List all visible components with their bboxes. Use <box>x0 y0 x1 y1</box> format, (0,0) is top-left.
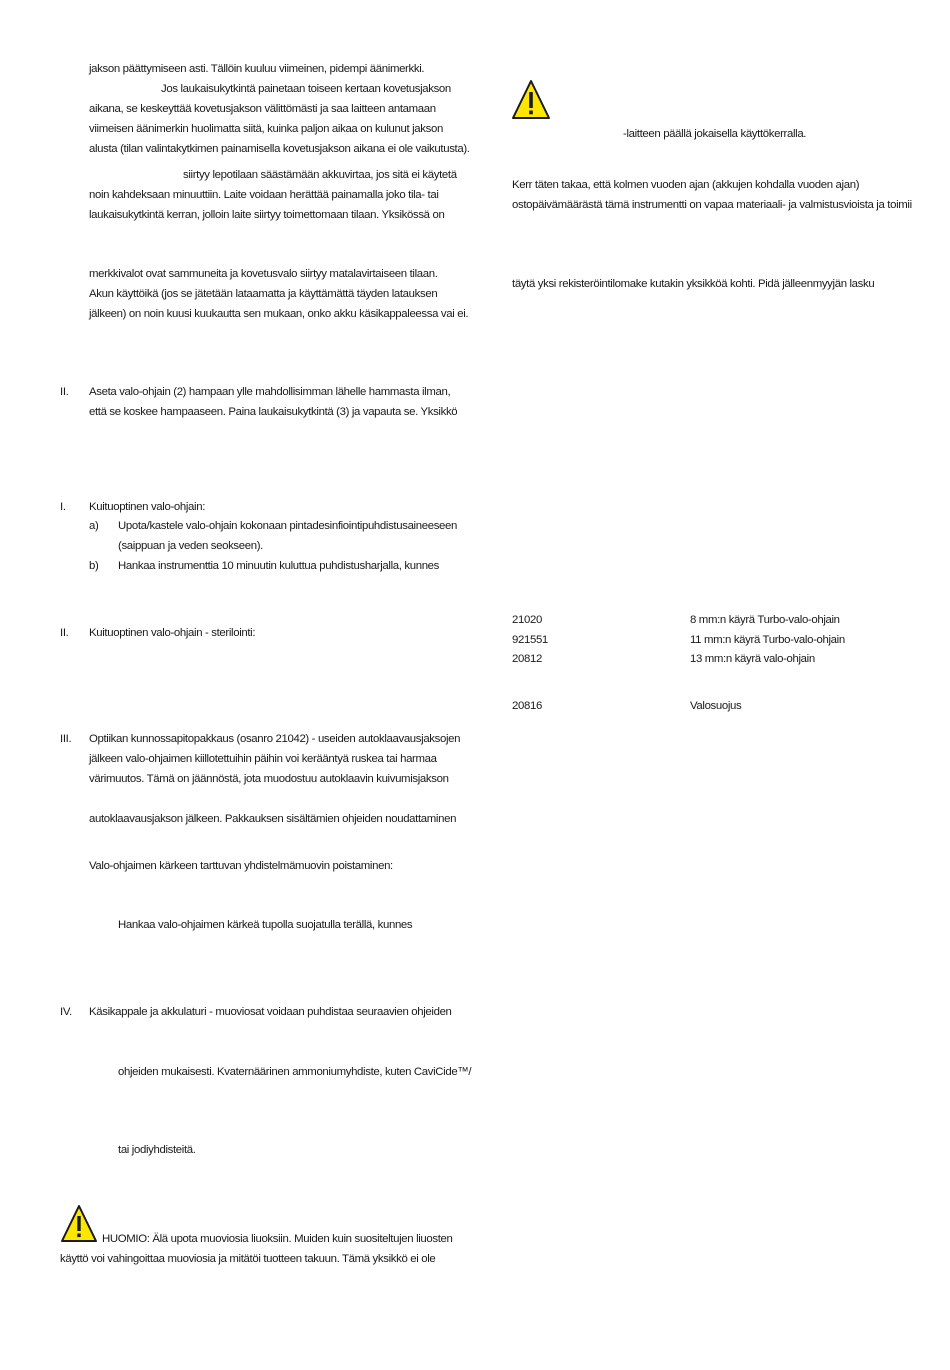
intro-line: viimeisen äänimerkin huolimatta siitä, kuinka paljon aikaa on kulunut jakson <box>89 123 443 135</box>
warranty-line: ostopäivämäärästä tämä instrumentti on vapaa materiaali- ja valmistusvioista ja toimii <box>512 199 912 211</box>
battery-paragraph <box>89 264 468 324</box>
intro-paragraph <box>89 59 470 159</box>
part-code: 21020 <box>512 614 542 626</box>
device-line: -laitteen päällä jokaisella käyttökerralla. <box>623 128 807 140</box>
part-description: Valosuojus <box>690 700 742 712</box>
part-description: 8 mm:n käyrä Turbo-valo-ohjain <box>690 614 840 626</box>
step-2-line: Aseta valo-ohjain (2) hampaan ylle mahdollisimman lähelle hammasta ilman, <box>89 386 451 398</box>
warning-icon <box>511 79 551 121</box>
clean-4-number: IV. <box>60 1006 72 1018</box>
part-description: 13 mm:n käyrä valo-ohjain <box>690 653 815 665</box>
sleep-line: siirtyy lepotilaan säästämään akkuvirtaa, jos sitä ei käytetä <box>183 169 457 181</box>
part-code: 20816 <box>512 700 542 712</box>
warranty-paragraph <box>512 175 912 215</box>
clean-1a-line: Upota/kastele valo-ohjain kokonaan pintadesinfiointipuhdistusaineeseen <box>118 520 457 532</box>
clean-3-line: jälkeen valo-ohjaimen kiillotettuihin päihin voi kerääntyä ruskea tai harmaa <box>89 753 437 765</box>
clean-1a-line: (saippuan ja veden seokseen). <box>118 540 263 552</box>
composite-text: Hankaa valo-ohjaimen kärkeä tupolla suojatulla terällä, kunnes <box>118 919 413 931</box>
battery-line: jälkeen) on noin kuusi kuukautta sen mukaan, onko akku käsikappaleessa vai ei. <box>89 308 469 320</box>
composite-heading: Valo-ohjaimen kärkeen tarttuvan yhdistelmämuovin poistaminen: <box>89 860 393 872</box>
clean-4-text: Käsikappale ja akkulaturi - muoviosat voidaan puhdistaa seuraavien ohjeiden <box>89 1006 452 1018</box>
clean-4-line3: tai jodiyhdisteitä. <box>118 1144 196 1156</box>
warranty-line: Kerr täten takaa, että kolmen vuoden ajan (akkujen kohdalla vuoden ajan) <box>512 179 860 191</box>
clean-4-line2: ohjeiden mukaisesti. Kvaternäärinen ammoniumyhdiste, kuten CaviCide™/ <box>118 1066 472 1078</box>
intro-line: aikana, se keskeyttää kovetusjakson välittömästi ja saa laitteen antamaan <box>89 103 436 115</box>
clean-1-number: I. <box>60 501 66 513</box>
clean-1-title: Kuituoptinen valo-ohjain: <box>89 501 206 513</box>
clean-1a-text <box>118 516 457 556</box>
clean-1b-label: b) <box>89 560 99 572</box>
part-code: 20812 <box>512 653 542 665</box>
clean-2-number: II. <box>60 627 69 639</box>
intro-line: jakson päättymiseen asti. Tällöin kuuluu viimeinen, pidempi äänimerkki. <box>89 63 425 75</box>
intro-line: Jos laukaisukytkintä painetaan toiseen kertaan kovetusjakson <box>161 83 451 95</box>
battery-line: Akun käyttöikä (jos se jätetään lataamatta ja käyttämättä täyden latauksen <box>89 288 438 300</box>
sleep-line: laukaisukytkintä kerran, jolloin laite siirtyy toimettomaan tilaan. Yksikössä on <box>89 209 445 221</box>
clean-1b-text: Hankaa instrumenttia 10 minuutin kuluttua puhdistusharjalla, kunnes <box>118 560 440 572</box>
clean-3-line: Optiikan kunnossapitopakkaus (osanro 21042) - useiden autoklaavausjaksojen <box>89 733 461 745</box>
clean-3-number: III. <box>60 733 72 745</box>
intro-line: alusta (tilan valintakytkimen painamisella kovetusjakson aikana ei ole vaikutusta). <box>89 143 470 155</box>
sleep-paragraph <box>89 165 457 225</box>
clean-3-line: värimuutos. Tämä on jäännöstä, jota muodostuu autoklaavin kuivumisjakson <box>89 773 449 785</box>
step-2-line: että se koskee hampaaseen. Paina laukaisukytkintä (3) ja vapauta se. Yksikkö <box>89 406 458 418</box>
warning-icon <box>60 1204 98 1244</box>
clean-3-text <box>89 729 460 789</box>
step-2-number: II. <box>60 386 69 398</box>
caution-line-1: HUOMIO: Älä upota muoviosia liuoksiin. Muiden kuin suositeltujen liuosten <box>102 1233 453 1245</box>
battery-line: merkkivalot ovat sammuneita ja kovetusvalo siirtyy matalavirtaiseen tilaan. <box>89 268 438 280</box>
part-code: 921551 <box>512 634 548 646</box>
step-2-text <box>89 382 457 422</box>
sleep-line: noin kahdeksaan minuuttiin. Laite voidaan herättää painamalla joko tila- tai <box>89 189 439 201</box>
part-description: 11 mm:n käyrä Turbo-valo-ohjain <box>690 634 845 646</box>
caution-line-2: käyttö voi vahingoittaa muoviosia ja mitätöi tuotteen takuun. Tämä yksikkö ei ole <box>60 1253 436 1265</box>
clean-1a-label: a) <box>89 520 99 532</box>
clean-2-text: Kuituoptinen valo-ohjain - sterilointi: <box>89 627 256 639</box>
clean-3-after: autoklaavausjakson jälkeen. Pakkauksen sisältämien ohjeiden noudattaminen <box>89 813 457 825</box>
registration-text: täytä yksi rekisteröintilomake kutakin yksikköä kohti. Pidä jälleenmyyjän lasku <box>512 278 875 290</box>
